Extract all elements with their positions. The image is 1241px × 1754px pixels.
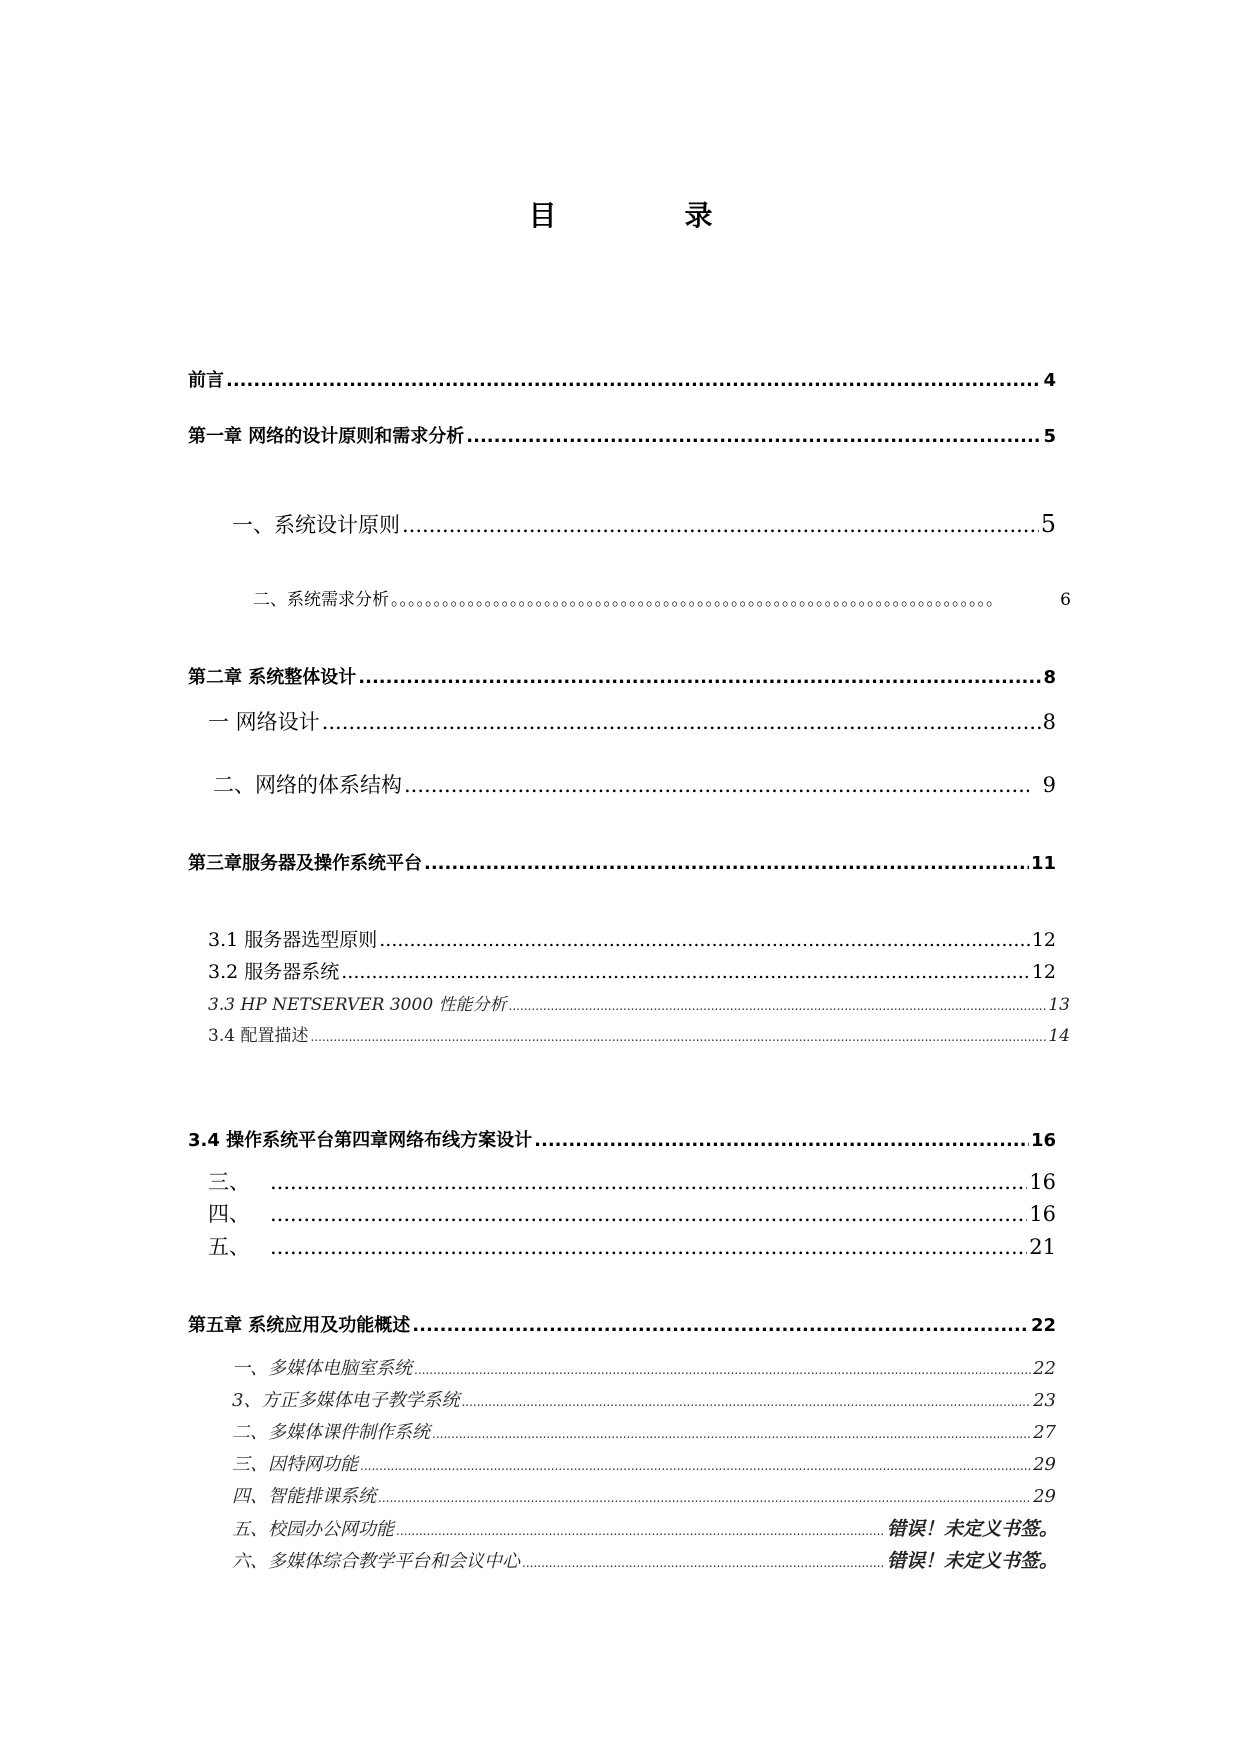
toc-leader [404,773,1029,797]
toc-page-number: 16 [1029,1202,1056,1226]
toc-leader [226,370,1041,391]
toc-page-number: 6 [1060,590,1071,610]
toc-entry-chapter-1[interactable] [188,422,1056,448]
toc-entry-3-3[interactable] [208,990,1070,1015]
toc-entry-text: 3.4 配置描述 [208,1026,309,1046]
toc-entry-chapter-5[interactable] [188,1311,1056,1337]
toc-page-number: 16 [1030,1130,1056,1151]
toc-page-number: 5 [1043,426,1056,447]
toc-leader [402,513,1039,537]
toc-leader [322,710,1041,734]
toc-page-number: 23 [1033,1390,1056,1411]
toc-entry-text: 四、智能排课系统 [232,1486,376,1507]
toc-leader [414,1363,1031,1377]
toc-page-number: 错误！未定义书签。 [886,1550,1058,1572]
toc-entry-text: 3、方正多媒体电子教学系统 [232,1390,460,1411]
toc-leader [360,1459,1031,1473]
toc-page-number: 9 [1042,773,1056,797]
toc-entry-text: 六、多媒体综合教学平台和会议中心 [232,1551,520,1572]
toc-leader [461,1395,1031,1409]
toc-entry-internet[interactable] [232,1450,1056,1476]
toc-entry-system-requirements[interactable] [253,585,1071,610]
toc-page-number: 5 [1040,510,1056,538]
toc-page-number: 21 [1029,1235,1056,1259]
toc-entry-network-design[interactable] [208,706,1056,736]
toc-entry-text: 三、因特网功能 [232,1454,358,1475]
toc-entry-text: 3.3 HP NETSERVER 3000 性能分析 [208,995,507,1015]
toc-entry-text: 五、校园办公网功能 [232,1519,394,1540]
toc-entry-text: 3.4 操作系统平台第四章网络布线方案设计 [188,1130,533,1151]
toc-entry-text: 第三章服务器及操作系统平台 [188,853,422,874]
toc-entry-text: 第一章 网络的设计原则和需求分析 [188,426,465,447]
toc-leader [270,1170,1027,1194]
toc-leader [424,853,1029,874]
toc-page-number: 12 [1031,929,1056,951]
toc-page-number: 4 [1043,370,1056,391]
toc-entry-system-design-principles[interactable] [232,509,1056,539]
toc-entry-3-4-config[interactable] [208,1021,1070,1046]
toc-page-number: 错误！未定义书签。 [886,1518,1058,1540]
toc-leader [432,1427,1031,1441]
toc-leader [522,1556,885,1570]
toc-entry-text: 第五章 系统应用及功能概述 [188,1315,411,1336]
toc-entry-chapter-2[interactable] [188,663,1056,689]
toc-leader [534,1130,1029,1151]
toc-entry-text: 第二章 系统整体设计 [188,667,357,688]
toc-entry-founder-teaching[interactable] [232,1386,1056,1412]
toc-entry-3-2[interactable] [208,957,1056,984]
toc-page-number: 29 [1033,1486,1056,1507]
toc-leader [396,1524,885,1538]
toc-entry-text: 一、多媒体电脑室系统 [232,1358,412,1379]
toc-entry-text: 二、系统需求分析 [253,590,389,610]
toc-leader [378,1491,1031,1505]
toc-entry-multimedia-lab[interactable] [232,1354,1056,1380]
toc-entry-text: 一、系统设计原则 [232,513,400,537]
toc-page-number: 14 [1048,1026,1070,1046]
toc-entry-text: 四、 [208,1202,250,1226]
toc-leader [412,1315,1029,1336]
toc-entry-text: 二、网络的体系结构 [213,773,402,797]
toc-entry-text: 三、 [208,1170,250,1194]
toc-entry-text: 前言 [188,370,224,391]
toc-leader [466,426,1041,447]
toc-page-number: 11 [1030,853,1056,874]
toc-leader [341,961,1030,983]
toc-entry-text: 二、多媒体课件制作系统 [232,1422,430,1443]
toc-leader [270,1202,1027,1226]
toc-leader [391,585,1020,610]
toc-page-number: 8 [1042,710,1056,734]
toc-entry-text: 一 网络设计 [208,710,320,734]
toc-entry-preface[interactable] [188,366,1056,392]
toc-page-number: 27 [1033,1422,1056,1443]
page-title: 目 录 [528,199,763,232]
toc-entry-text: 五、 [208,1235,250,1259]
toc-entry-3-1[interactable] [208,925,1056,952]
toc-entry-chapter-4[interactable] [188,1126,1056,1152]
toc-page-number: 8 [1043,667,1056,688]
toc-entry-text: 3.1 服务器选型原则 [208,929,378,951]
toc-entry-scheduling[interactable] [232,1482,1056,1508]
toc-leader [310,1030,1046,1044]
toc-page-number: 22 [1033,1358,1056,1379]
toc-entry-chapter-3[interactable] [188,849,1056,875]
toc-leader [379,929,1030,951]
toc-entry-campus-office[interactable] [232,1514,1058,1541]
toc-entry-section-4[interactable] [208,1198,1056,1228]
toc-leader [270,1235,1027,1259]
toc-entry-courseware[interactable] [232,1418,1056,1444]
toc-page-number: 22 [1030,1315,1056,1336]
toc-page-number: 13 [1048,995,1070,1015]
toc-entry-text: 3.2 服务器系统 [208,961,340,983]
toc-leader [509,999,1047,1013]
toc-entry-network-architecture[interactable] [213,769,1056,799]
toc-entry-section-3[interactable] [208,1166,1056,1196]
toc-page-number: 29 [1033,1454,1056,1475]
toc-entry-conference-center[interactable] [232,1546,1058,1573]
toc-page-number: 16 [1029,1170,1056,1194]
toc-entry-section-5[interactable] [208,1231,1056,1261]
toc-page-number: 12 [1031,961,1056,983]
toc-leader [358,667,1041,688]
